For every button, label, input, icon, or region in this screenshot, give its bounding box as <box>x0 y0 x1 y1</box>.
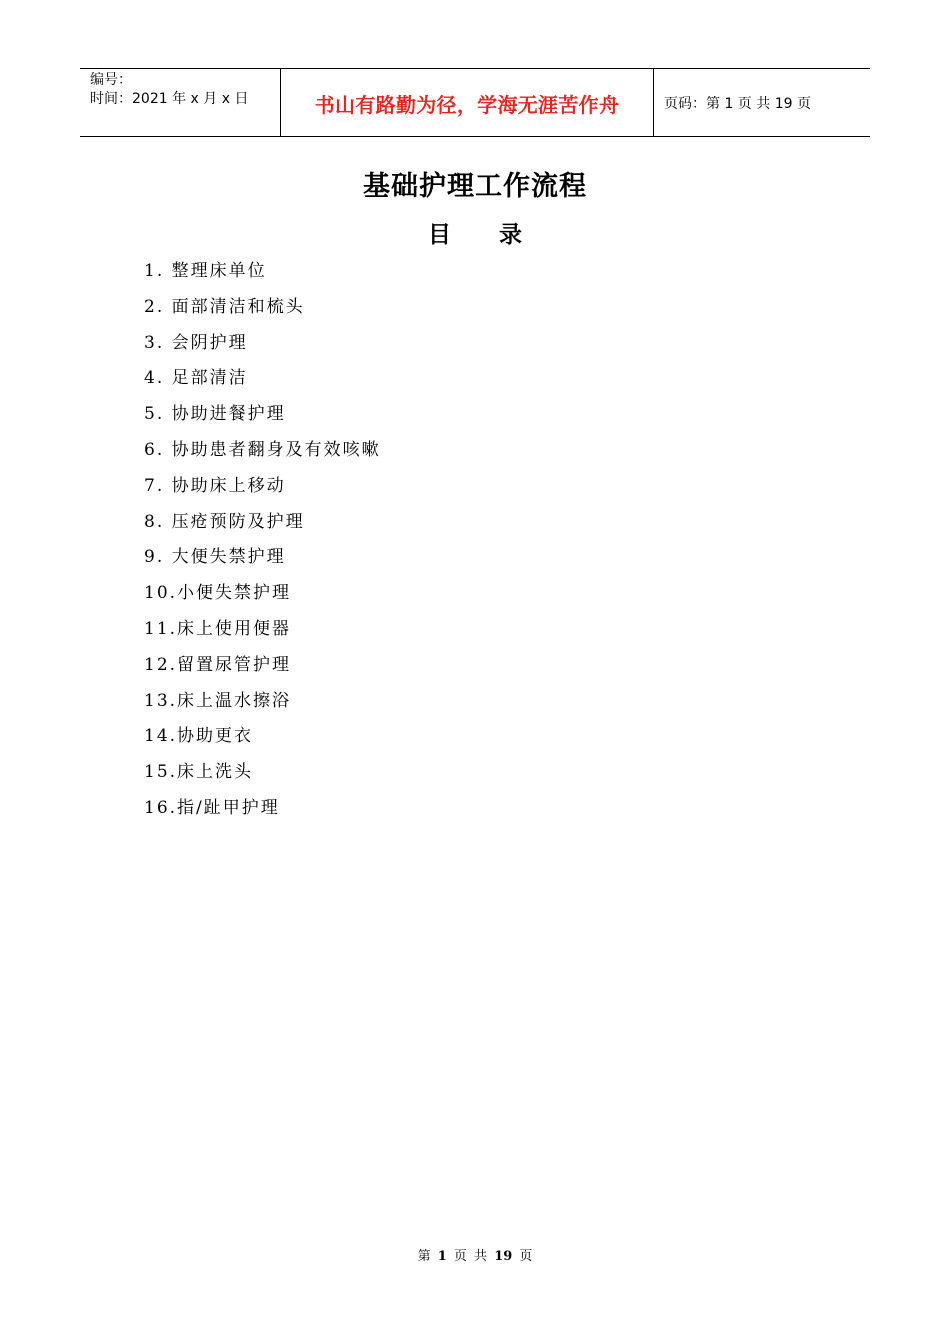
time-label: 时间：2021 年 x 月 x 日 <box>90 91 249 107</box>
header-meta <box>80 69 281 136</box>
motto-text: 书山有路勤为径，学海无涯苦作舟 <box>314 93 620 117</box>
toc-item: 7. 协助床上移动 <box>144 475 286 496</box>
toc-item: 8. 压疮预防及护理 <box>144 511 305 532</box>
footer-page-number: 1 <box>437 1249 447 1264</box>
toc-item: 6. 协助患者翻身及有效咳嗽 <box>144 439 381 460</box>
toc-item: 10.小便失禁护理 <box>144 583 292 604</box>
toc-heading-left: 目 <box>428 221 451 248</box>
footer-suffix: 页 <box>519 1249 533 1264</box>
header-motto-cell <box>281 69 654 136</box>
toc-item: 1. 整理床单位 <box>144 261 267 281</box>
number-label: 编号： <box>90 72 132 88</box>
footer-middle: 页 共 <box>453 1249 488 1264</box>
toc-item: 16.指/趾甲护理 <box>144 797 280 818</box>
footer-prefix: 第 <box>417 1249 431 1264</box>
header-page-cell <box>654 69 870 136</box>
page-header <box>80 68 870 137</box>
toc-item: 9. 大便失禁护理 <box>144 547 286 568</box>
document-title: 基础护理工作流程 <box>363 171 587 202</box>
toc-item: 4. 足部清洁 <box>144 368 248 389</box>
toc-heading-right: 录 <box>499 221 522 248</box>
table-of-contents <box>144 256 381 829</box>
toc-item: 14.协助更衣 <box>144 726 254 747</box>
footer-total-pages: 19 <box>494 1249 513 1264</box>
toc-item: 2. 面部清洁和梳头 <box>144 296 305 317</box>
page-info: 页码：第 1 页 共 19 页 <box>664 95 811 112</box>
toc-item: 15.床上洗头 <box>144 762 254 783</box>
toc-item: 11.床上使用便器 <box>144 618 292 639</box>
toc-item: 12.留置尿管护理 <box>144 654 292 675</box>
toc-heading <box>0 216 950 249</box>
toc-item: 3. 会阴护理 <box>144 332 248 353</box>
toc-item: 13.床上温水擦浴 <box>144 690 292 711</box>
page-footer <box>0 1245 950 1264</box>
toc-item: 5. 协助进餐护理 <box>144 404 286 425</box>
